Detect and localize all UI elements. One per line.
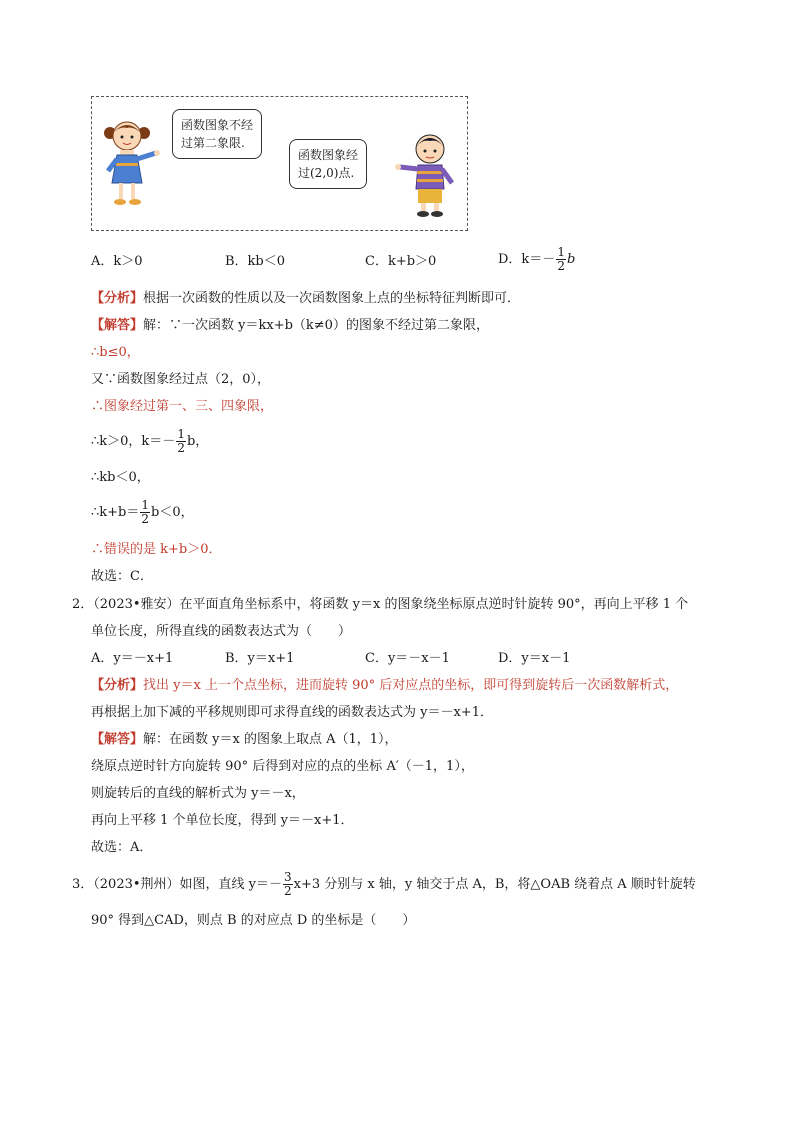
q1-step-7: ∴错误的是 k+b＞0． [91,542,222,557]
analysis-tag: 【分析】 [91,678,144,693]
q3-stem-suffix: x+3 分别与 x 轴，y 轴交于点 A，B，将△OAB 绕着点 A 顺时针旋转 [293,877,696,892]
step-4-prefix: ∴k＞0，k＝－ [91,434,176,449]
bubble-line: 过第二象限. [181,136,245,150]
q1-analysis [91,290,520,308]
q2-stem-line-1: 2．（2023•雅安）在平面直角坐标系中，将函数 y＝x 的图象绕坐标原点逆时针旋转 90°，再向上平移 1 个 [72,597,689,612]
q1-step-1: ∴b≤0， [91,345,140,360]
q2-option-d: D．y＝x－1 [498,651,571,666]
analysis-text: 找出 y＝x 上一个点坐标，进而旋转 90° 后对应点的坐标，即可得到旋转后一次函数解析式， [143,678,679,693]
option-a: A．k＞0 [91,254,143,269]
fraction [556,246,566,273]
solution-text: 解：∵一次函数 y＝kx+b（k≠0）的图象不经过第二象限， [143,318,489,333]
solution-text: 解：在函数 y＝x 的图象上取点 A（1，1）， [143,732,398,747]
denominator: 2 [557,259,565,273]
numerator: 1 [177,427,185,441]
q3-stem-prefix: 3．（2023•荆州）如图，直线 y＝－ [72,877,282,892]
q1-step-3: ∴图象经过第一、三、四象限， [91,399,274,414]
q2-analysis [91,677,678,695]
q2-step-2: 则旋转后的直线的解析式为 y＝－x， [91,786,305,801]
fraction [176,428,186,455]
fraction [283,871,293,898]
boy-illustration [394,129,462,221]
numerator: 1 [557,245,565,259]
step-6-suffix: b＜0， [151,505,194,520]
q2-step-3: 再向上平移 1 个单位长度，得到 y＝－x+1． [91,813,354,828]
solution-tag: 【解答】 [91,318,144,333]
q2-answer: 故选：A． [91,840,153,855]
q2-step-1: 绕原点逆时针方向旋转 90° 后得到对应的点的坐标 A′（－1，1）， [91,759,474,774]
option-d [498,246,575,273]
option-d-suffix: b [566,252,576,267]
analysis-text: 根据一次函数的性质以及一次函数图象上点的坐标特征判断即可． [143,291,521,306]
q3-stem-line-2: 90° 得到△CAD，则点 B 的对应点 D 的坐标是（ ） [91,913,416,928]
option-d-prefix: D．k＝－ [498,252,556,267]
q1-step-2: 又∵函数图象经过点（2，0）， [91,372,271,387]
q2-option-c: C．y＝－x－1 [365,651,450,666]
option-b: B．kb＜0 [225,254,286,269]
q1-answer: 故选：C． [91,569,153,584]
step-6-prefix: ∴k+b＝ [91,505,140,520]
denominator: 2 [177,441,185,455]
q2-option-b: B．y＝x+1 [225,651,295,666]
boy-speech-bubble [289,139,367,189]
illustration-box [91,96,468,231]
q1-solution [91,317,489,335]
girl-speech-bubble [172,109,262,159]
analysis-tag: 【分析】 [91,291,144,306]
bubble-line: 过(2,0)点. [298,166,355,180]
option-c: C．k+b＞0 [365,254,437,269]
numerator: 1 [141,498,150,512]
q2-analysis-line-2: 再根据上加下减的平移规则即可求得直线的函数表达式为 y＝－x+1． [91,705,493,720]
q2-solution [91,731,398,749]
q1-step-4 [91,428,208,455]
step-4-suffix: b， [186,434,209,449]
q2-option-a: A．y＝－x+1 [91,651,174,666]
girl-illustration [98,111,160,211]
denominator: 2 [141,512,150,526]
fraction [140,499,150,526]
denominator: 2 [284,884,292,898]
solution-tag: 【解答】 [91,732,144,747]
bubble-line: 函数图象不经 [181,118,254,132]
q1-step-5: ∴kb＜0， [91,470,150,485]
bubble-line: 函数图象经 [298,148,359,162]
q1-step-6 [91,499,194,526]
q2-stem-line-2: 单位长度，所得直线的函数表达式为（ ） [91,624,352,639]
numerator: 3 [284,870,292,884]
q3-stem-line-1 [72,871,696,898]
